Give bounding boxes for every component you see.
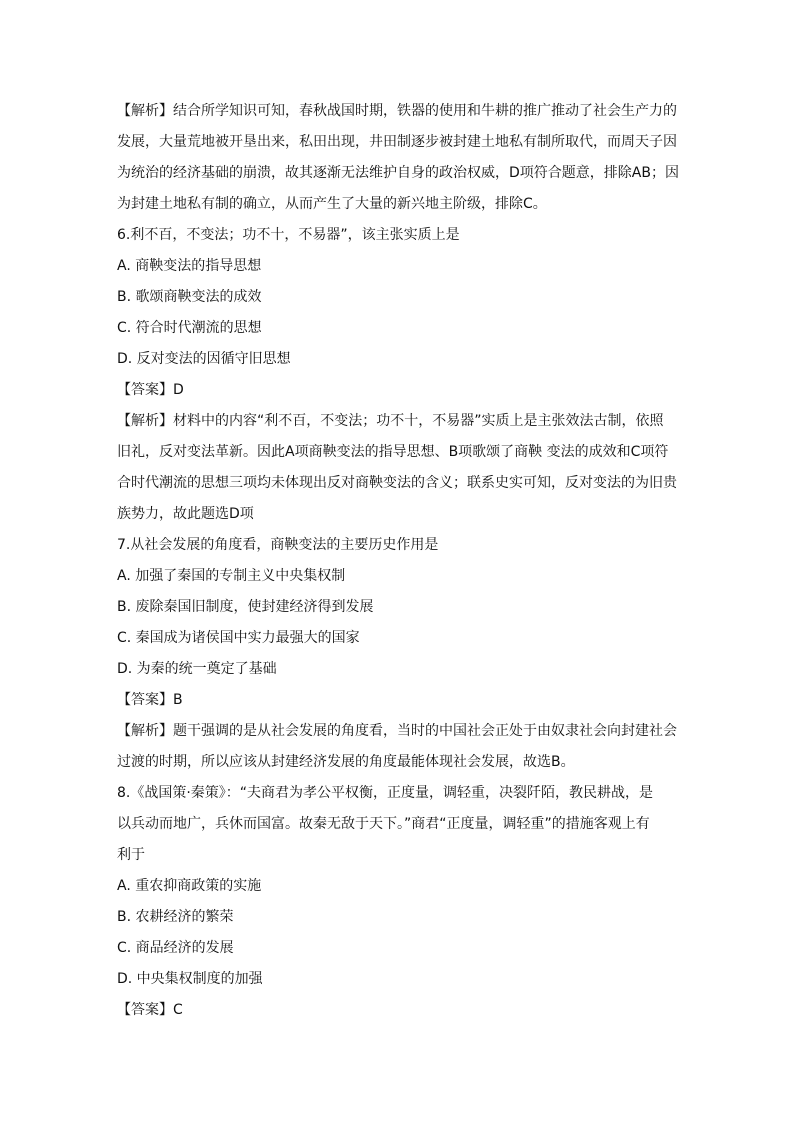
- analysis-line: 为统治的经济基础的崩溃，故其逐渐无法维护自身的政治权威，D项符合题意，排除AB；因: [117, 165, 679, 181]
- analysis-line: 【解析】题干强调的是从社会发展的角度看，当时的中国社会正处于由奴隶社会向封建社会: [117, 723, 677, 739]
- option-b: B. 废除秦国旧制度，使封建经济得到发展: [117, 599, 374, 615]
- analysis-line: 【解析】结合所学知识可知，春秋战国时期，铁器的使用和牛耕的推广推动了社会生产力的: [117, 103, 677, 119]
- analysis-line: 【解析】材料中的内容“利不百，不变法；功不十，不易器”实质上是主张效法古制，依照: [117, 413, 664, 429]
- option-c: C. 秦国成为诸侯国中实力最强大的国家: [117, 630, 360, 646]
- question-6: [117, 220, 677, 530]
- option-b: B. 农耕经济的繁荣: [117, 909, 234, 925]
- answer: 【答案】B: [117, 692, 183, 708]
- question-7: [117, 530, 677, 778]
- analysis-line: 发展，大量荒地被开垦出来，私田出现，井田制逐步被封建土地私有制所取代，而周天子因: [117, 134, 677, 150]
- analysis-line: 旧礼，反对变法革新。因此A项商鞅变法的指导思想、B项歌颂了商鞅 变法的成效和C项符: [117, 444, 669, 460]
- question-stem: 6.利不百，不变法；功不十，不易器”，该主张实质上是: [117, 227, 460, 243]
- option-d: D. 中央集权制度的加强: [117, 971, 263, 987]
- option-c: C. 符合时代潮流的思想: [117, 320, 262, 336]
- analysis-line: 族势力，故此题选D项: [117, 506, 254, 522]
- q5-analysis: [117, 96, 677, 220]
- question-stem-line: 以兵动而地广，兵休而国富。故秦无敌于天下。”商君“正度量，调轻重”的措施客观上有: [117, 816, 650, 832]
- question-stem-line: 8.《战国策·秦策》：“夫商君为孝公平权衡，正度量，调轻重，决裂阡陌，教民耕战，是: [117, 785, 654, 801]
- answer: 【答案】D: [117, 382, 184, 398]
- option-c: C. 商品经济的发展: [117, 940, 234, 956]
- question-stem: 7.从社会发展的角度看，商鞅变法的主要历史作用是: [117, 537, 439, 553]
- option-a: A. 重农抑商政策的实施: [117, 878, 262, 894]
- analysis-line: 合时代潮流的思想三项均未体现出反对商鞅变法的含义；联系史实可知，反对变法的为旧贵: [117, 475, 677, 491]
- option-d: D. 为秦的统一奠定了基础: [117, 661, 277, 677]
- analysis-line: 过渡的时期，所以应该从封建经济发展的角度最能体现社会发展，故选B。: [117, 754, 575, 770]
- answer: 【答案】C: [117, 1002, 183, 1018]
- option-b: B. 歌颂商鞅变法的成效: [117, 289, 262, 305]
- document-page: [117, 96, 677, 1026]
- option-d: D. 反对变法的因循守旧思想: [117, 351, 291, 367]
- option-a: A. 商鞅变法的指导思想: [117, 258, 262, 274]
- question-8: [117, 778, 677, 1026]
- question-stem-line: 利于: [117, 847, 145, 863]
- analysis-line: 为封建土地私有制的确立，从而产生了大量的新兴地主阶级，排除C。: [117, 196, 547, 212]
- option-a: A. 加强了秦国的专制主义中央集权制: [117, 568, 346, 584]
